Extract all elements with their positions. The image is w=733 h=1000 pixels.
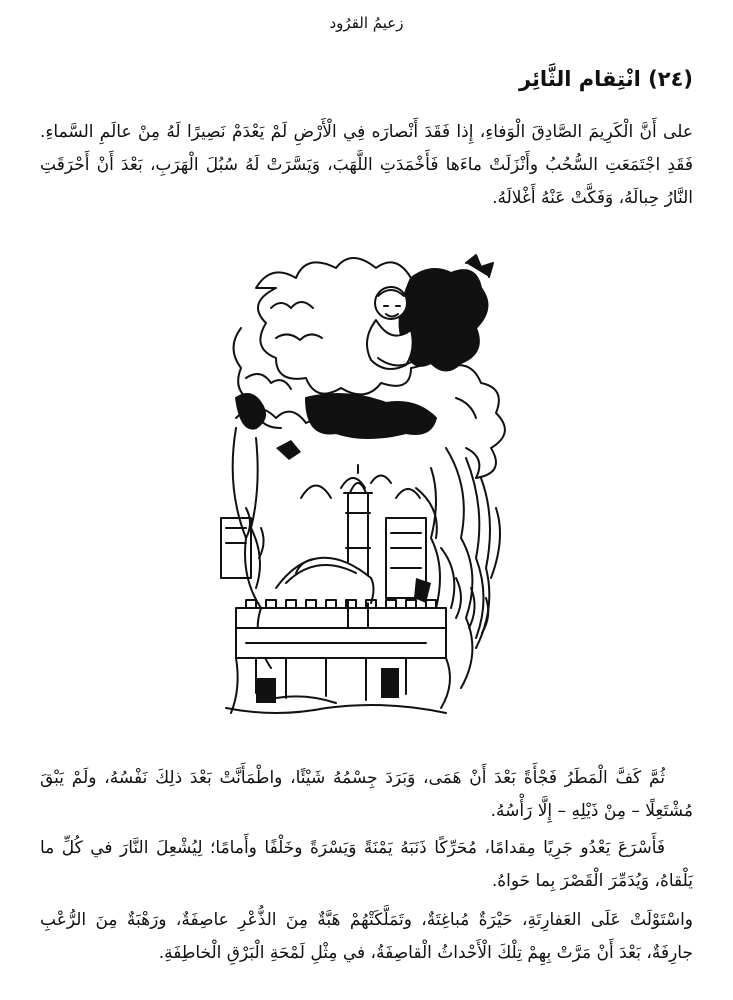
paragraph-1: على أَنَّ الْكَرِيمَ الصَّادِقَ الْوَفاءِ، إِذا فَقَدَ أَنْصارَه فِي الْأَرْضِ لَمْ يَعْدَمْ نَصِيرًا لَهُ مِنْ عالَمِ السَّماءِ. فَقَدِ اجْتَمَعَتِ السُّحُبُ وأَنْزَلَتْ ماءَها فَأَخْمَدَتِ اللَّهَبَ، وَيَسَّرَتْ لَهُ سُبُلَ الْهَرَبِ، بَعْدَ أَنْ أَحْرَقَتِ النَّارُ حِبالَهُ، وَفَكَّتْ عَنْهُ أَغْلالَهُ. — [40, 122, 693, 208]
paragraph-4: واسْتَوْلَتْ عَلَى العَفارِتَةِ، حَيْرَةٌ مُباغِتَةٌ، وتَمَلَّكَتْهُمْ هَبَّةٌ مِنَ الذُّعْرِ عاصِفَةٌ، ورَهْبَةٌ مِنَ الرُّعْبِ جارِفَةٌ، بَعْدَ أَنْ مَرَّتْ بِهِمْ تِلْكَ الْأَحْداثُ الْقاصِفَةُ، في مِثْلِ لَمْحَةِ الْبَرْقِ الْخاطِفَةِ. — [40, 910, 693, 963]
running-head: زعيمُ القرُود — [329, 14, 404, 32]
paragraph-3: فَأَسْرَعَ يَعْدُو جَرِيًا مِقدامًا، مُحَرِّكًا ذَنَبَهُ يَمْنَةً وَيَسْرَةً وخَلْفًا وأَمامًا؛ لِيُشْعِلَ النَّارَ في كُلِّ ما يَلْقاهُ، وَيُدَمِّرَ الْقَصْرَ بِما حَواهُ. — [40, 838, 693, 891]
chapter-title: (٢٤) انْتِقام الثَّائِر — [518, 67, 693, 91]
illustration-burning-palace — [216, 248, 526, 726]
paragraph-2: ثُمَّ كَفَّ الْمَطَرُ فَجْأَةً بَعْدَ أَنْ هَمَى، وَبَرَدَ جِسْمُهُ شَيْئًا، واطْمَأَنَّتْ بَعْدَ ذلِكَ نَفْسُهُ، ولَمْ يَبْقَ مُشْتَعِلًا – مِنْ ذَيْلِهِ – إِلَّا رَأْسُهُ. — [40, 768, 693, 821]
